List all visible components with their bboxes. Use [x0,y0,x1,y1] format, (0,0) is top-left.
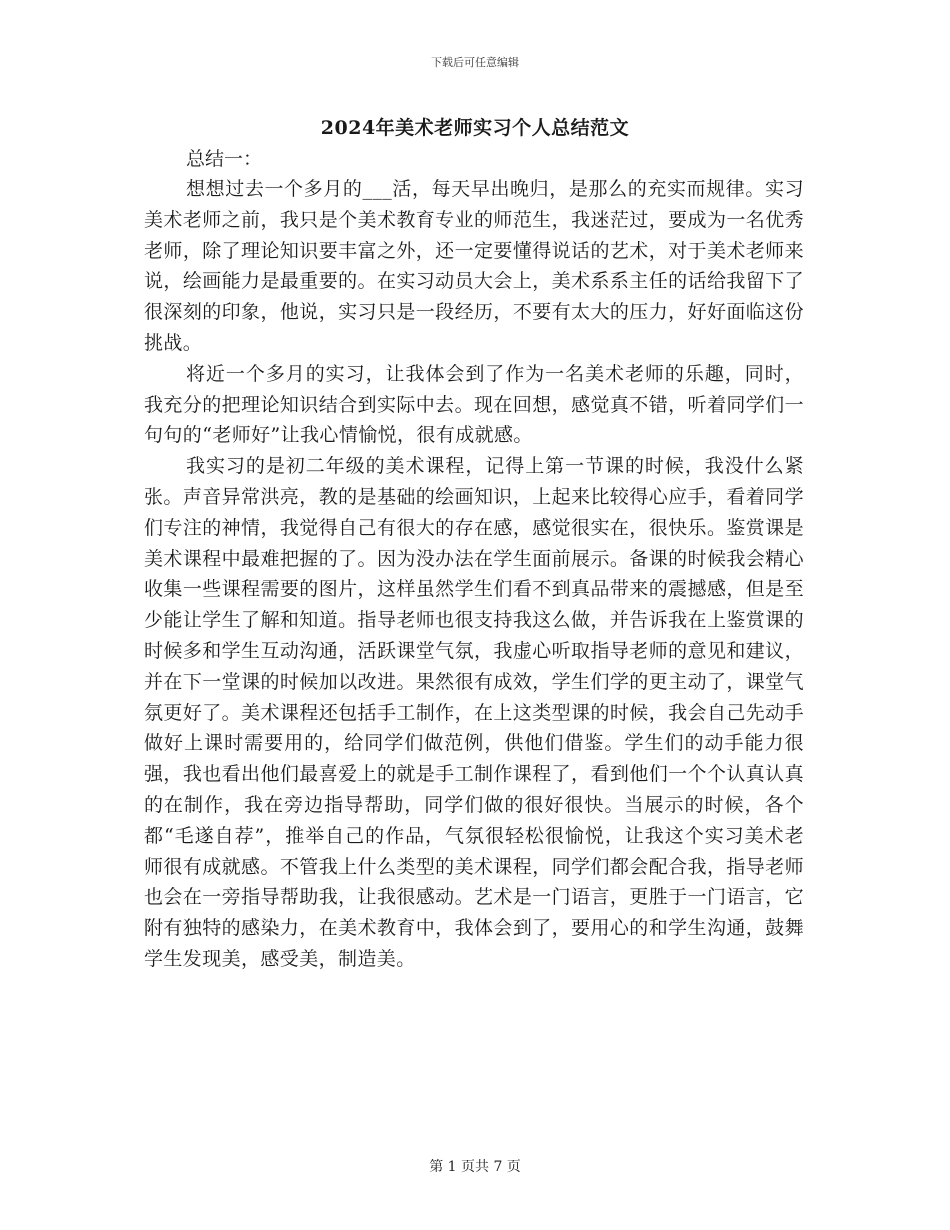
page-indicator: 第 1 页共 7 页 [429,1159,521,1175]
paragraph-1: 想想过去一个多月的___活，每天早出晚归，是那么的充实而规律。实习美术老师之前，我只是个美术教育专业的师范生，我迷茫过，要成为一名优秀老师，除了理论知识要丰富之外，还一定要懂得说话的艺术，对于美术老师来说，绘画能力是最重要的。在实习动员大会上，美术系系主任的话给我留下了很深刻的印象，他说，实习只是一段经历，不要有太大的压力，好好面临这份挑战。 [144,178,804,354]
document-title: 2024年美术老师实习个人总结范文 [320,117,630,139]
section-label: 总结一： [186,148,263,170]
paragraph-2: 将近一个多月的实习，让我体会到了作为一名美术老师的乐趣，同时，我充分的把理论知识结合到实际中去。现在回想，感觉真不错，听着同学们一句句的“老师好”让我心情愉悦，很有成就感。 [144,362,804,447]
paragraph-3: 我实习的是初二年级的美术课程，记得上第一节课的时候，我没什么紧张。声音异常洪亮，教的是基础的绘画知识，上起来比较得心应手，看着同学们专注的神情，我觉得自己有很大的存在感，感觉很实在，很快乐。鉴赏课是美术课程中最难把握的了。因为没办法在学生面前展示。备课的时候我会精心收集一些课程需要的图片，这样虽然学生们看不到真品带来的震撼感，但是至少能让学生了解和知道。指导老师也很支持我这么做，并告诉我在上鉴赏课的时候多和学生互动沟通，活跃课堂气氛，我虚心听取指导老师的意见和建议，并在下一堂课的时候加以改进。果然很有成效，学生们学的更主动了，课堂气氛更好了。美术课程还包括手工制作，在上这类型课的时候，我会自己先动手做好上课时需要用的，给同学们做范例，供他们借鉴。学生们的动手能力很强，我也看出他们最喜爱上的就是手工制作课程了，看到他们一个个认真认真的在制作，我在旁边指导帮助，同学们做的很好很快。当展示的时候，各个都“毛遂自荐”，推举自己的作品，气氛很轻松很愉悦，让我这个实习美术老师很有成就感。不管我上什么类型的美术课程，同学们都会配合我，指导老师也会在一旁指导帮助我，让我很感动。艺术是一门语言，更胜于一门语言，它附有独特的感染力，在美术教育中，我体会到了，要用心的和学生沟通，鼓舞学生发现美，感受美，制造美。 [144,455,804,970]
document-body [144,144,804,975]
page-header-note: 下载后可任意编辑 [431,56,519,69]
